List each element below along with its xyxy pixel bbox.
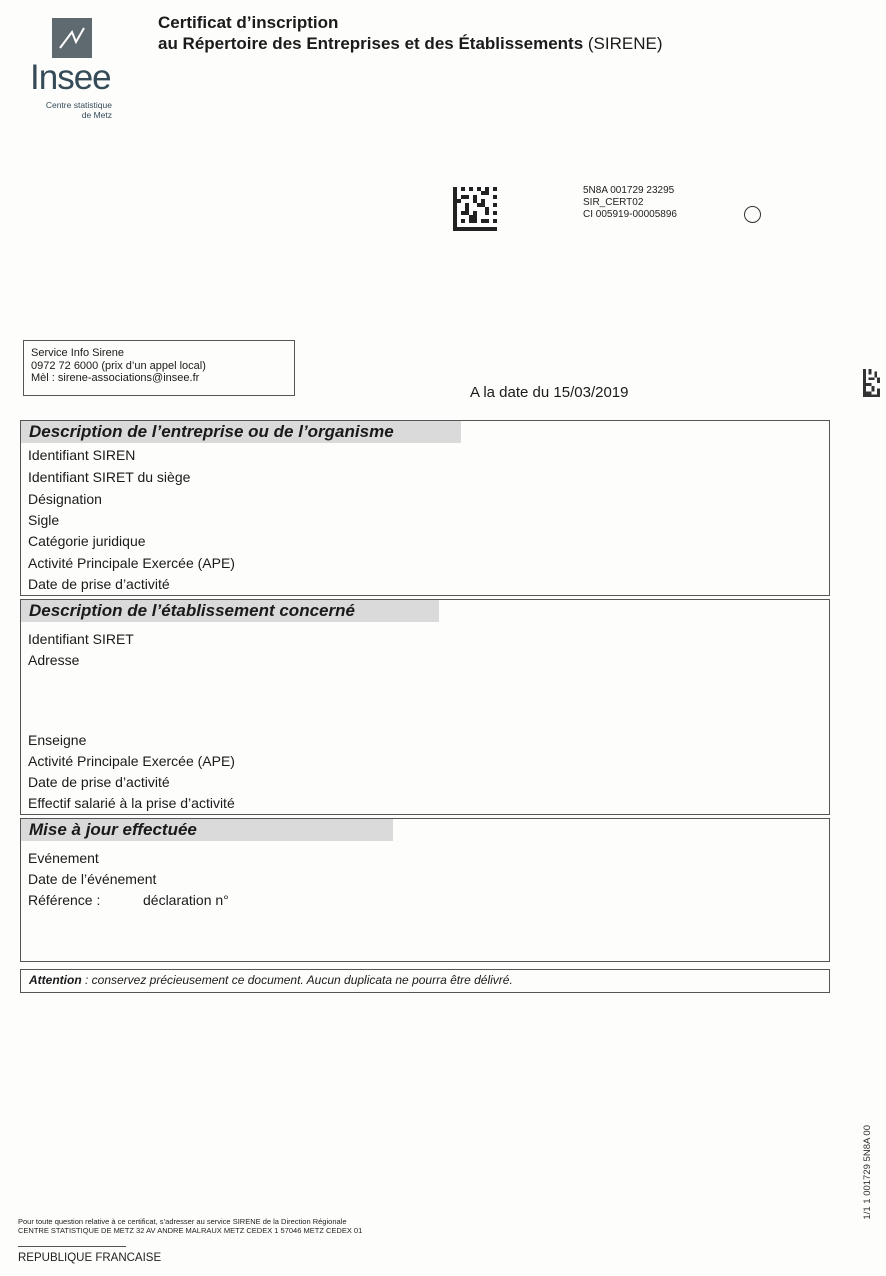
side-barcode-icon — [863, 368, 880, 398]
attention-text: : conservez précieusement ce document. Aucun duplicata ne pourra être délivré. — [81, 973, 513, 987]
logo-name: Insee — [30, 58, 111, 97]
title-line2-main: au Répertoire des Entreprises et des Établissements — [158, 34, 584, 53]
title-line2 — [158, 33, 663, 54]
section-etablissement-header — [21, 600, 829, 623]
document-title — [158, 12, 663, 54]
footer-line2: CENTRE STATISTIQUE DE METZ 32 AV ANDRE MALRAUX METZ CEDEX 1 57046 METZ CEDEX 01 — [18, 1226, 363, 1235]
section-etablissement-heading: Description de l’établissement concerné — [29, 601, 355, 620]
logo-subtitle — [30, 100, 112, 120]
field-enseigne: Enseigne — [28, 732, 87, 748]
title-line2-suffix: (SIRENE) — [583, 34, 663, 53]
logo-subtitle-line2: de Metz — [81, 110, 112, 120]
insee-logo-mark-icon — [52, 18, 92, 58]
vertical-reference: 1/1 1 001729 5N8A 00 — [862, 1125, 873, 1220]
circle-mark-icon — [744, 206, 761, 223]
certificate-date: A la date du 15/03/2019 — [470, 384, 629, 401]
datamatrix-code-icon — [453, 187, 497, 231]
field-identifiant-siret: Identifiant SIRET — [28, 631, 134, 647]
reference-codes — [583, 185, 677, 221]
section-mise-a-jour-heading: Mise à jour effectuée — [29, 820, 197, 839]
footer-address — [18, 1217, 362, 1235]
field-evenement: Evénement — [28, 850, 99, 866]
insee-logo — [30, 18, 120, 118]
field-sigle: Sigle — [28, 512, 60, 528]
attention-notice — [20, 969, 830, 993]
section-entreprise-header — [21, 421, 829, 444]
section-etablissement — [20, 599, 830, 815]
logo-subtitle-line1: Centre statistique — [45, 100, 112, 110]
section-entreprise-heading: Description de l’entreprise ou de l’organisme — [29, 422, 394, 441]
field-adresse: Adresse — [28, 652, 80, 668]
field-categorie-juridique: Catégorie juridique — [28, 533, 146, 549]
section-mise-a-jour — [20, 818, 830, 962]
code-line3: CI 005919-00005896 — [583, 209, 677, 220]
title-line1: Certificat d’inscription — [158, 13, 339, 32]
field-ape-etablissement: Activité Principale Exercée (APE) — [28, 753, 235, 769]
field-identifiant-siren: Identifiant SIREN — [28, 447, 136, 463]
field-effectif-salarie: Effectif salarié à la prise d’activité — [28, 795, 235, 811]
service-info-box — [23, 340, 295, 396]
section-mise-a-jour-header — [21, 819, 829, 842]
service-email: Mèl : sirene-associations@insee.fr — [31, 372, 200, 384]
footer-divider — [18, 1246, 126, 1247]
code-line2: SIR_CERT02 — [583, 197, 644, 208]
service-name: Service Info Sirene — [31, 347, 124, 359]
service-phone: 0972 72 6000 (prix d’un appel local) — [31, 359, 206, 372]
field-ape-entreprise: Activité Principale Exercée (APE) — [28, 555, 235, 571]
footer-line1: Pour toute question relative à ce certificat, s’adresser au service SIRENE de la Direction Régionale — [18, 1217, 347, 1226]
field-identifiant-siret-siege: Identifiant SIRET du siège — [28, 469, 191, 485]
republique-francaise: REPUBLIQUE FRANCAISE — [18, 1252, 162, 1264]
field-reference-value: déclaration n° — [143, 892, 229, 908]
code-line1: 5N8A 001729 23295 — [583, 185, 675, 196]
field-reference: Référence : — [28, 892, 101, 908]
field-date-prise-activite-entreprise: Date de prise d’activité — [28, 576, 170, 592]
field-designation: Désignation — [28, 491, 102, 507]
attention-label: Attention — [29, 973, 82, 987]
section-entreprise — [20, 420, 830, 596]
field-date-evenement: Date de l’événement — [28, 871, 157, 887]
field-date-prise-activite-etablissement: Date de prise d’activité — [28, 774, 170, 790]
